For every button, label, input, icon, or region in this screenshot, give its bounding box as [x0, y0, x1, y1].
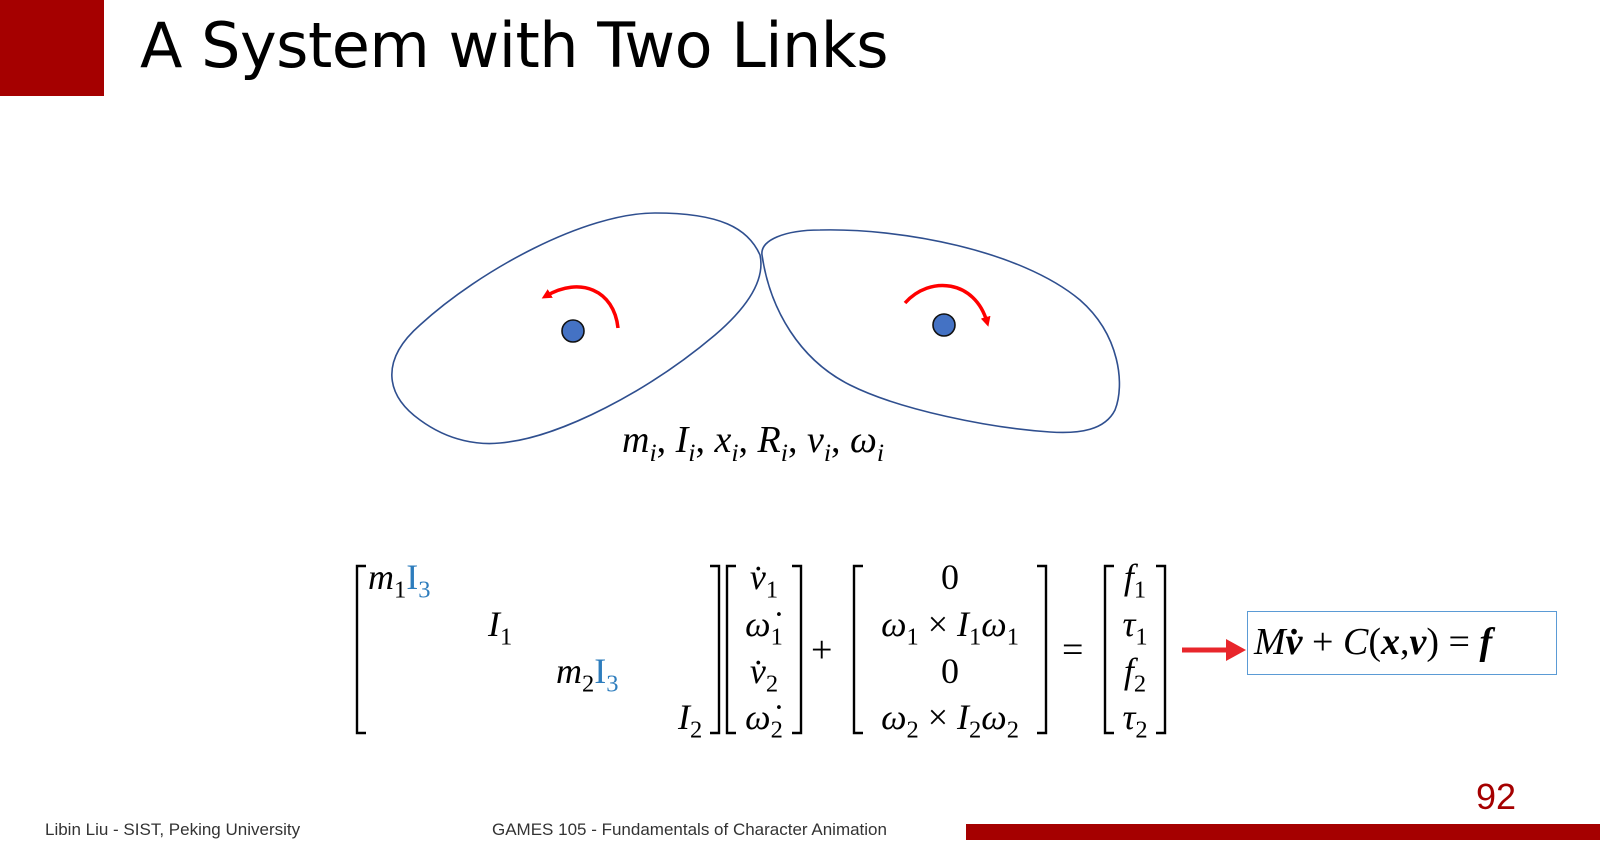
- plus-operator: +: [811, 629, 833, 671]
- equals-operator: =: [1062, 629, 1084, 671]
- link-1-rotation-arrow-icon: [546, 287, 618, 328]
- mass-matrix-I1: $I_1$: [488, 604, 513, 651]
- footer-author: Libin Liu - SIST, Peking University: [45, 820, 301, 839]
- link-1-center-of-mass-icon: [562, 320, 584, 342]
- slide-title: A System with Two Links: [140, 9, 888, 82]
- mass-matrix-m2-I3: $m_2I_3$: [556, 651, 619, 698]
- link-2-center-of-mass-icon: [933, 314, 955, 336]
- force-f2: $f_2$: [1123, 651, 1147, 698]
- accel-v2: $v̇_2$: [749, 651, 779, 698]
- force-f1: $f_1$: [1123, 557, 1147, 604]
- mass-matrix-I2: $I_2$: [678, 697, 703, 744]
- force-tau1: $\tau_1$: [1122, 604, 1148, 651]
- accel-omega1: $\omegȧ_1$: [745, 604, 783, 651]
- coriolis-row-3: 0: [941, 651, 959, 691]
- accel-v1: $v̇_1$: [749, 557, 779, 604]
- body-variables-label: $m_i$, $I_i$, $x_i$, $R_i$, $v_i$, $\omega_i$: [622, 419, 885, 468]
- coriolis-row-4: $\omega_2 \times I_2\omega_2$: [881, 697, 1019, 744]
- summary-equation: Mv̇ + C(x,v) = f: [1254, 621, 1493, 663]
- coriolis-row-1: 0: [941, 557, 959, 597]
- force-tau2: $\tau_2$: [1122, 697, 1148, 744]
- page-number: 92: [1476, 776, 1517, 817]
- coriolis-row-2: $\omega_1 \times I_1\omega_1$: [881, 604, 1019, 651]
- mass-matrix-m1-I3: $m_1I_3$: [368, 557, 431, 604]
- footer-course: GAMES 105 - Fundamentals of Character Animation: [492, 820, 887, 839]
- footer-accent-bar: [966, 824, 1600, 840]
- accel-omega2: $\omegȧ_2$: [745, 697, 783, 744]
- summary-equation-box: [1247, 611, 1557, 675]
